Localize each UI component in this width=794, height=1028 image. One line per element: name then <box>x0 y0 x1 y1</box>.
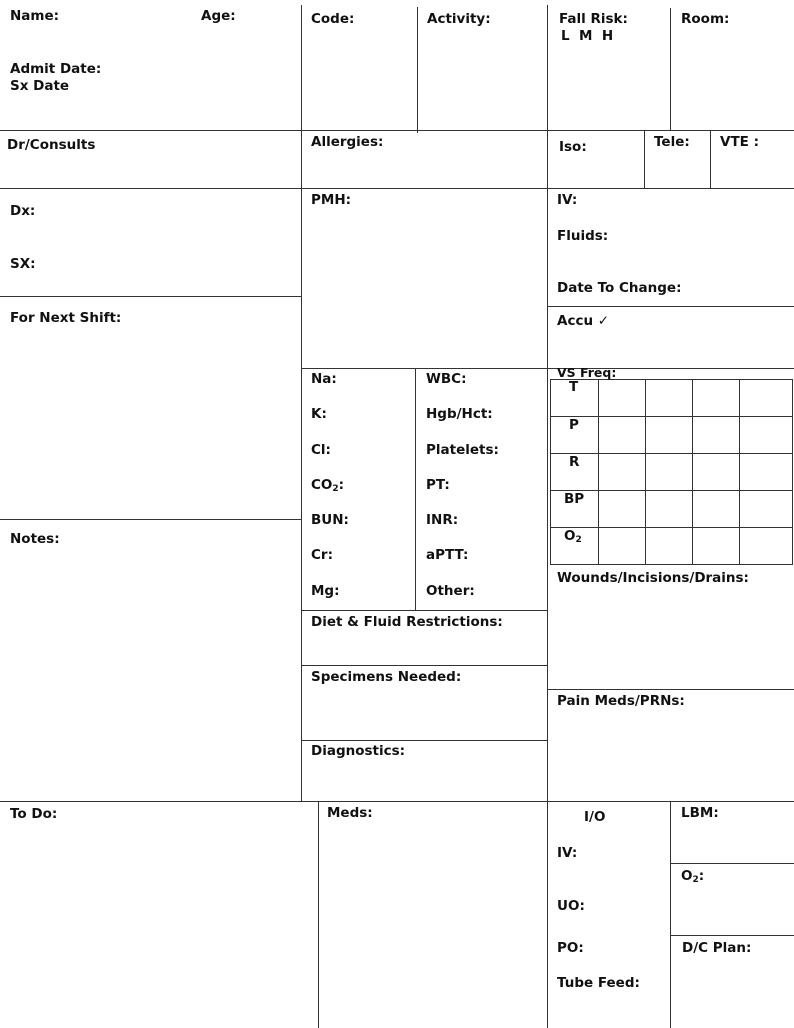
iv-label: IV: <box>557 192 578 208</box>
fluids-label: Fluids: <box>557 228 609 244</box>
vs-row-p-label: P <box>569 417 579 433</box>
o2-subscript: 2 <box>692 875 699 885</box>
meds-label: Meds: <box>327 805 373 821</box>
fall-risk-levels: L M H <box>561 28 614 44</box>
code-label: Code: <box>311 11 355 27</box>
grid-line <box>551 453 792 454</box>
age-label: Age: <box>201 8 236 24</box>
vs-row-o2-subscript: 2 <box>575 535 582 545</box>
divider <box>301 740 547 741</box>
lab-inr-label: INR: <box>426 512 459 528</box>
lab-na-label: Na: <box>311 371 337 387</box>
o2-label <box>681 868 704 888</box>
lab-platelets-label: Platelets: <box>426 442 499 458</box>
lab-co2-subscript: 2 <box>332 484 339 494</box>
lab-other-label: Other: <box>426 583 475 599</box>
for-next-shift-label: For Next Shift: <box>10 310 122 326</box>
lab-wbc-label: WBC: <box>426 371 467 387</box>
grid-line <box>598 380 599 564</box>
io-iv-label: IV: <box>557 845 578 861</box>
tele-label: Tele: <box>654 134 690 150</box>
lab-hgb-hct-label: Hgb/Hct: <box>426 406 493 422</box>
specimens-label: Specimens Needed: <box>311 669 462 685</box>
divider <box>547 306 794 307</box>
pmh-label: PMH: <box>311 192 352 208</box>
o2-colon: : <box>698 868 705 884</box>
dx-label: Dx: <box>10 203 36 219</box>
divider <box>710 131 711 188</box>
date-to-change-label: Date To Change: <box>557 280 682 296</box>
vs-row-o2-text: O <box>564 528 576 544</box>
o2-text: O <box>681 868 693 884</box>
io-uo-label: UO: <box>557 898 585 914</box>
pain-meds-label: Pain Meds/PRNs: <box>557 693 685 709</box>
divider <box>670 863 794 864</box>
divider <box>644 131 645 188</box>
divider <box>415 368 416 610</box>
divider <box>417 7 418 133</box>
grid-line <box>551 490 792 491</box>
admit-date-label: Admit Date: <box>10 61 102 77</box>
divider <box>670 8 671 130</box>
vs-row-o2-label <box>564 528 582 548</box>
divider <box>301 610 547 611</box>
divider <box>0 801 794 802</box>
vital-signs-grid <box>550 379 793 565</box>
grid-line <box>739 380 740 564</box>
vte-label: VTE : <box>720 134 759 150</box>
io-po-label: PO: <box>557 940 584 956</box>
divider <box>301 368 794 369</box>
grid-line <box>692 380 693 564</box>
divider <box>0 188 794 189</box>
activity-label: Activity: <box>427 11 491 27</box>
lab-cl-label: Cl: <box>311 442 331 458</box>
divider <box>547 5 548 1028</box>
grid-line <box>645 380 646 564</box>
lab-co2-text: CO <box>311 477 333 493</box>
lab-pt-label: PT: <box>426 477 450 493</box>
divider <box>0 296 301 297</box>
allergies-label: Allergies: <box>311 134 384 150</box>
io-title: I/O <box>584 809 606 825</box>
divider <box>318 801 319 1028</box>
diagnostics-label: Diagnostics: <box>311 743 406 759</box>
notes-label: Notes: <box>10 531 60 547</box>
iso-label: Iso: <box>559 139 587 155</box>
dc-plan-label: D/C Plan: <box>682 940 752 956</box>
grid-line <box>551 527 792 528</box>
lbm-label: LBM: <box>681 805 719 821</box>
vs-row-t-label: T <box>569 379 579 395</box>
sx-date-label: Sx Date <box>10 78 70 94</box>
divider <box>301 665 547 666</box>
lab-mg-label: Mg: <box>311 583 340 599</box>
lab-cr-label: Cr: <box>311 547 333 563</box>
lab-bun-label: BUN: <box>311 512 349 528</box>
room-label: Room: <box>681 11 730 27</box>
wounds-label: Wounds/Incisions/Drains: <box>557 570 749 586</box>
lab-k-label: K: <box>311 406 327 422</box>
divider <box>670 801 671 1028</box>
divider <box>0 130 794 131</box>
vs-row-bp-label: BP <box>564 491 585 507</box>
divider <box>547 689 794 690</box>
vs-row-r-label: R <box>569 454 580 470</box>
dr-consults-label: Dr/Consults <box>7 137 96 153</box>
accu-label: Accu ✓ <box>557 313 610 329</box>
io-tube-feed-label: Tube Feed: <box>557 975 640 991</box>
grid-line <box>551 416 792 417</box>
fall-risk-label: Fall Risk: <box>559 11 628 27</box>
divider <box>670 935 794 936</box>
lab-aptt-label: aPTT: <box>426 547 469 563</box>
divider <box>301 5 302 801</box>
sx-label: SX: <box>10 256 36 272</box>
lab-co2-label: $CO_2$: <box>311 477 345 494</box>
todo-label: To Do: <box>10 806 58 822</box>
divider <box>0 519 301 520</box>
vs-freq-label: VS Freq: <box>557 365 617 380</box>
name-label: Name: <box>10 8 60 24</box>
diet-label: Diet & Fluid Restrictions: <box>311 614 503 630</box>
